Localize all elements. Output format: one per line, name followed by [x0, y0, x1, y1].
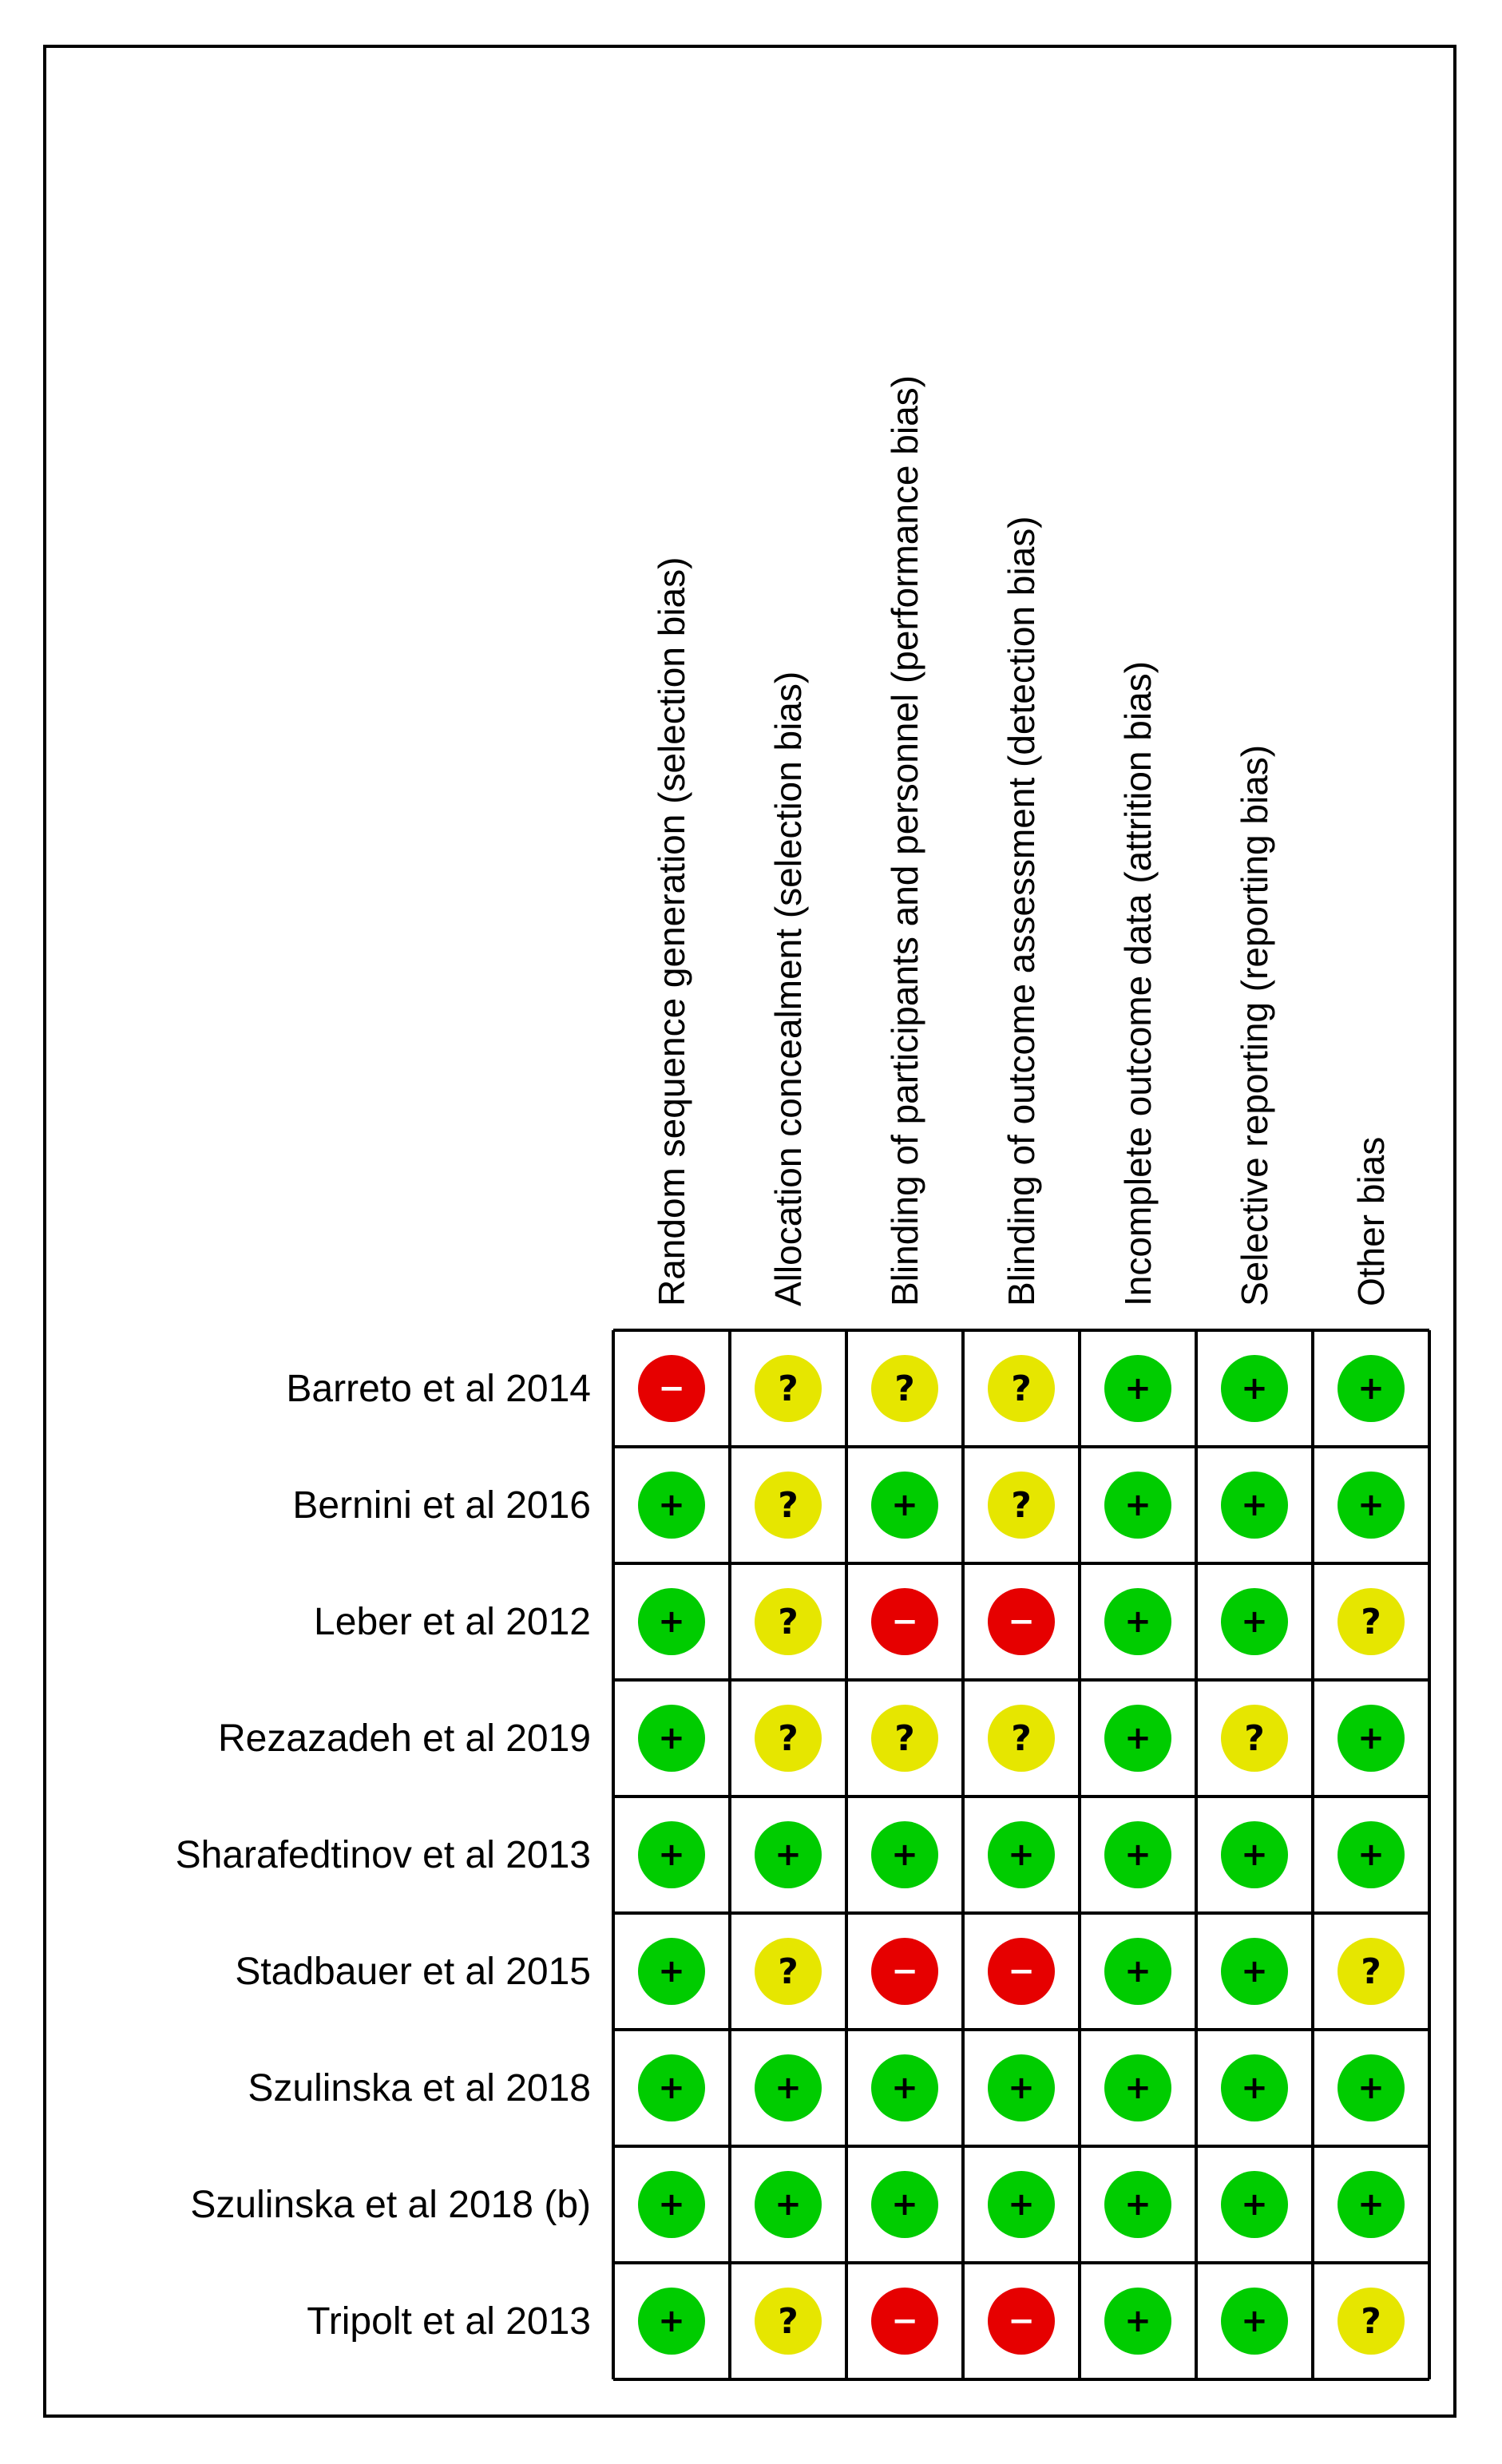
judgement-symbol: +	[1241, 2186, 1268, 2223]
judgement-symbol: +	[658, 2070, 685, 2106]
judgement-symbol: +	[1357, 1370, 1385, 1407]
judgement-symbol: ?	[1011, 1718, 1032, 1759]
judgement-symbol: −	[658, 1370, 685, 1407]
judgement-symbol: +	[658, 2186, 685, 2223]
study-label: Barreto et al 2014	[286, 1368, 591, 1410]
judgement-symbol: +	[1241, 2070, 1268, 2106]
judgement-symbol: +	[1124, 1370, 1151, 1407]
judgement-symbol: +	[1124, 2070, 1151, 2106]
judgement-symbol: +	[891, 1487, 918, 1523]
judgement-symbol: ?	[894, 1369, 915, 1409]
judgement-symbol: +	[658, 1720, 685, 1757]
judgement-symbol: +	[775, 2186, 802, 2223]
judgement-symbol: −	[891, 2303, 918, 2339]
judgement-symbol: +	[775, 1836, 802, 1873]
judgement-symbol: +	[1357, 2186, 1385, 2223]
judgement-symbol: +	[1241, 1487, 1268, 1523]
judgement-symbol: +	[1124, 1720, 1151, 1757]
judgement-symbol: +	[1241, 1370, 1268, 1407]
judgement-symbol: +	[1357, 2070, 1385, 2106]
judgement-symbol: +	[1241, 1836, 1268, 1873]
judgement-symbol: +	[1241, 1953, 1268, 1990]
judgement-symbol: +	[1241, 2303, 1268, 2339]
judgement-symbol: ?	[1011, 1485, 1032, 1526]
judgement-symbol: +	[1124, 2186, 1151, 2223]
domain-header: Blinding of outcome assessment (detection bias)	[1001, 516, 1042, 1306]
judgement-symbol: +	[1124, 1953, 1151, 1990]
judgement-symbol: +	[891, 2070, 918, 2106]
judgement-symbol: −	[1008, 1603, 1035, 1640]
judgement-symbol: +	[658, 1487, 685, 1523]
judgement-symbol: ?	[1361, 2301, 1381, 2342]
judgement-symbol: +	[775, 2070, 802, 2106]
judgement-symbol: +	[1124, 1836, 1151, 1873]
judgement-symbol: +	[891, 2186, 918, 2223]
judgement-symbol: +	[658, 2303, 685, 2339]
judgement-symbol: ?	[778, 1951, 799, 1992]
study-label: Szulinska et al 2018	[248, 2067, 591, 2109]
domain-header: Incomplete outcome data (attrition bias)	[1117, 661, 1159, 1306]
judgement-symbol: ?	[778, 1602, 799, 1642]
judgement-symbol: ?	[894, 1718, 915, 1759]
domain-header: Random sequence generation (selection bias)	[651, 557, 692, 1306]
judgement-symbol: +	[1357, 1836, 1385, 1873]
judgement-symbol: +	[658, 1836, 685, 1873]
judgement-symbol: ?	[778, 1485, 799, 1526]
judgement-symbol: −	[1008, 1953, 1035, 1990]
judgement-symbol: ?	[778, 1718, 799, 1759]
study-label: Leber et al 2012	[314, 1601, 591, 1643]
study-label: Szulinska et al 2018 (b)	[190, 2184, 591, 2226]
judgement-symbol: −	[891, 1603, 918, 1640]
judgement-symbol: +	[1008, 2070, 1035, 2106]
judgement-symbol: +	[891, 1836, 918, 1873]
judgement-symbol: +	[1124, 2303, 1151, 2339]
judgement-symbol: +	[1008, 1836, 1035, 1873]
judgement-symbol: +	[1008, 2186, 1035, 2223]
judgement-symbol: ?	[1361, 1951, 1381, 1992]
domain-header: Blinding of participants and personnel (performance bias)	[884, 375, 925, 1306]
judgement-symbol: ?	[1011, 1369, 1032, 1409]
domain-header: Other bias	[1350, 1136, 1392, 1306]
judgement-symbol: +	[1124, 1487, 1151, 1523]
study-label: Tripolt et al 2013	[307, 2300, 591, 2343]
judgement-symbol: +	[1241, 1603, 1268, 1640]
judgement-symbol: +	[658, 1603, 685, 1640]
study-label: Rezazadeh et al 2019	[217, 1717, 591, 1760]
judgement-symbol: −	[1008, 2303, 1035, 2339]
judgement-symbol: ?	[1361, 1602, 1381, 1642]
study-label: Sharafedtinov et al 2013	[175, 1834, 591, 1876]
judgement-symbol: ?	[778, 2301, 799, 2342]
domain-header: Selective reporting (reporting bias)	[1234, 744, 1275, 1306]
judgement-symbol: +	[658, 1953, 685, 1990]
judgement-symbol: ?	[778, 1369, 799, 1409]
study-label: Stadbauer et al 2015	[235, 1951, 591, 1993]
judgement-symbol: +	[1124, 1603, 1151, 1640]
judgement-symbol: −	[891, 1953, 918, 1990]
judgement-symbol: +	[1357, 1487, 1385, 1523]
domain-header: Allocation concealment (selection bias)	[767, 671, 809, 1306]
judgement-symbol: +	[1357, 1720, 1385, 1757]
judgement-symbol: ?	[1244, 1718, 1265, 1759]
study-label: Bernini et al 2016	[292, 1484, 591, 1527]
